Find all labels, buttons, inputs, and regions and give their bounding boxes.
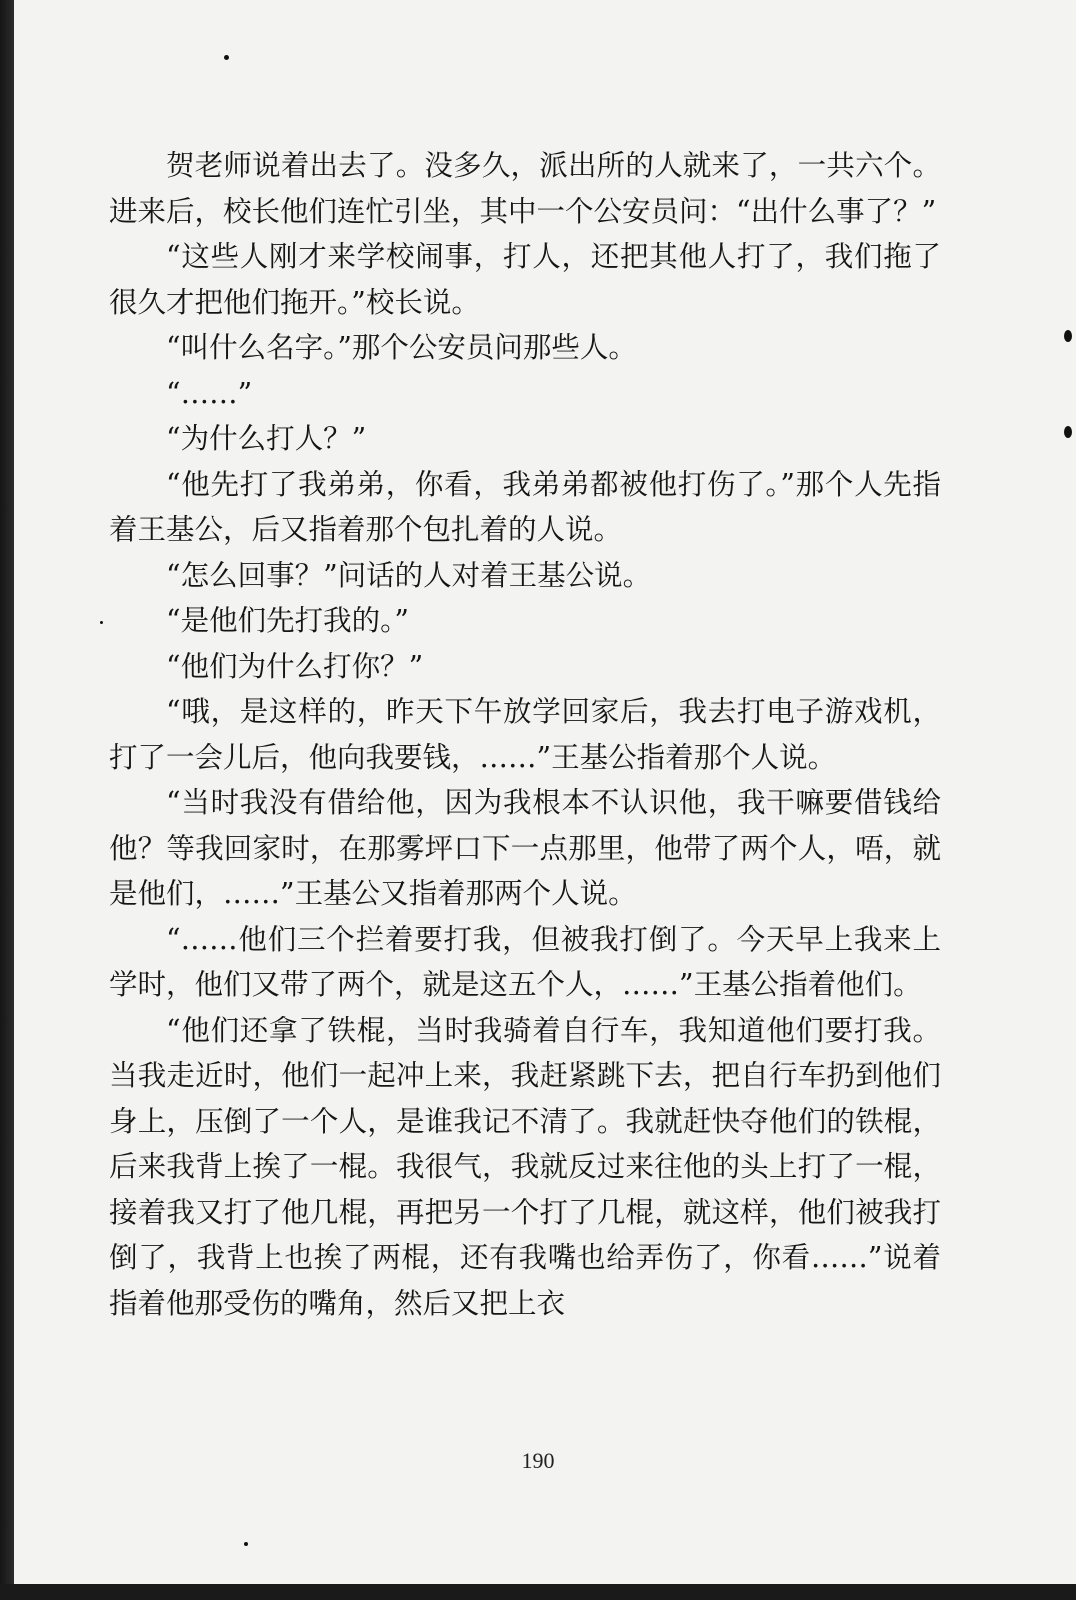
scan-speck (1064, 330, 1072, 342)
paragraph: “叫什么名字。”那个公安员问那些人。 (166, 331, 637, 364)
paragraph: “他们为什么打你？” (166, 649, 424, 683)
paragraph: “怎么回事？”问话的人对着王基公说。 (166, 558, 652, 592)
scan-speck (1064, 426, 1072, 438)
page-number: 190 (521, 1448, 555, 1473)
paragraph: “他们还拿了铁棍，当时我骑着自行车，我知道他们要打我。当我走近时，他们一起冲上来，我赶紧跳下去，把自行车扔到他们身上，压倒了一个人，是谁我记不清了。我就赶快夺他们的铁棍，后来我背上挨了一棍。我很气，我就反过来往他的头上打了一棍，接着我又打了他几棍，再把另一个打了几棍，就这样，他们被我打倒了，我背上也挨了两棍，还有我嘴也给弄伤了，你看……”说着指着他那受伤的嘴角，然后又把上衣 (109, 1013, 941, 1320)
scan-speck (224, 55, 229, 60)
paragraph: “……他们三个拦着要打我，但被我打倒了。今天早上我来上学时，他们又带了两个，就是这五个人，……”王基公指着他们。 (109, 922, 941, 1001)
book-page (14, 0, 1076, 1590)
paragraph: “是他们先打我的。” (166, 604, 409, 637)
paragraph: 贺老师说着出去了。没多久，派出所的人就来了，一共六个。进来后，校长他们连忙引坐，其中一个公安员问：“出什么事了？” (109, 149, 941, 228)
paragraph: “这些人刚才来学校闹事，打人，还把其他人打了，我们拖了很久才把他们拖开。”校长说。 (109, 240, 941, 319)
scan-bottom-edge (0, 1584, 1076, 1600)
body-text (109, 143, 941, 1326)
scan-speck (244, 1542, 248, 1546)
paragraph: “哦，是这样的，昨天下午放学回家后，我去打电子游戏机，打了一会儿后，他向我要钱，……”王基公指着那个人说。 (109, 695, 941, 774)
paragraph: “当时我没有借给他，因为我根本不认识他，我干嘛要借钱给他？等我回家时，在那雾坪口下一点那里，他带了两个人，唔，就是他们，……”王基公又指着那两个人说。 (109, 786, 941, 910)
paragraph: “……” (166, 376, 253, 410)
paragraph: “为什么打人？” (166, 422, 367, 455)
paragraph: “他先打了我弟弟，你看，我弟弟都被他打伤了。”那个人先指着王基公，后又指着那个包扎着的人说。 (109, 467, 941, 546)
scan-speck (100, 621, 103, 624)
